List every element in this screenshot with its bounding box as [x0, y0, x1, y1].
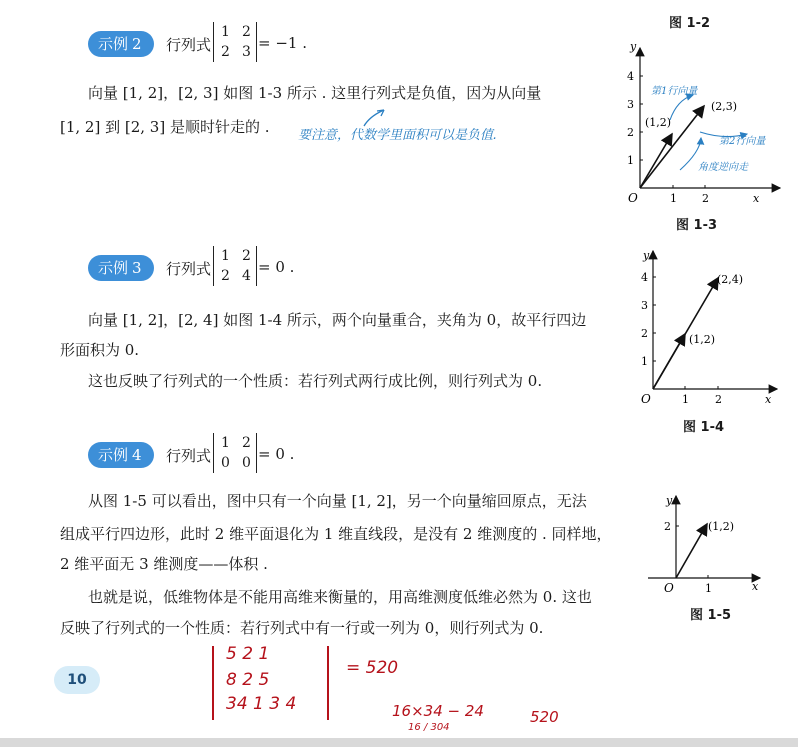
paragraph-line: 组成平行四边形，此时 2 维平面退化为 1 维直线段，是没有 2 维测度的 . 同样地，	[60, 525, 612, 543]
vector-label: (1,2)	[689, 333, 716, 346]
y-axis-label: y	[630, 40, 637, 53]
x-axis-label: x	[753, 192, 760, 205]
paragraph-line: 2 维平面无 3 维测度——体积 .	[60, 555, 268, 573]
example-badge-number: 3	[132, 259, 142, 277]
determinant-matrix	[213, 433, 257, 473]
viewer-bottom-bar	[0, 738, 798, 747]
determinant-result: = 0 .	[258, 445, 295, 463]
matrix-cell: 2	[242, 248, 251, 264]
example-badge-2	[88, 31, 154, 57]
figure-title: 图 1-4	[683, 420, 725, 435]
determinant-matrix	[213, 246, 257, 286]
determinant-prefix: 行列式	[166, 36, 212, 54]
y-tick: 2	[641, 327, 648, 340]
determinant-matrix	[213, 22, 257, 62]
vector-label: (1,2)	[708, 520, 735, 533]
handwritten-matrix-row: 34 1 3 4	[226, 694, 297, 714]
matrix-cell: 1	[221, 248, 230, 264]
matrix-cell: 1	[221, 24, 230, 40]
paragraph-line: 反映了行列式的一个性质：若行列式中有一行或一列为 0，则行列式为 0.	[60, 619, 544, 637]
handwritten-label: 第2行向量	[719, 136, 766, 147]
vector-1-2	[640, 134, 672, 188]
vector-1-2	[676, 524, 707, 578]
x-tick: 1	[705, 582, 712, 594]
x-tick: 2	[715, 393, 722, 406]
figure-1-5	[648, 490, 768, 594]
determinant-result: = 0 .	[258, 258, 295, 276]
origin-label: O	[664, 581, 674, 594]
vector-label: (1,2)	[645, 116, 672, 129]
paragraph-line: 向量 [1, 2]，[2, 4] 如图 1-4 所示，两个向量重合，夹角为 0，故平行四边	[88, 311, 587, 329]
handwritten-calc: 16×34 − 24	[392, 702, 484, 720]
example-badge-label: 示例	[98, 446, 129, 464]
handwritten-calc-sub: 16 / 304	[408, 722, 450, 733]
paragraph-line: [1, 2] 到 [2, 3] 是顺时针走的 .	[60, 118, 270, 136]
page-number: 10	[54, 666, 100, 694]
figure-1-3	[615, 40, 785, 208]
determinant-prefix: 行列式	[166, 260, 212, 278]
example-badge-4	[88, 442, 154, 468]
matrix-cell: 2	[221, 44, 230, 60]
vector-1-2	[653, 334, 685, 389]
handwritten-bar-left	[212, 646, 214, 720]
x-tick: 1	[682, 393, 689, 406]
matrix-cell: 4	[242, 268, 251, 284]
paragraph-line: 也就是说，低维物体是不能用高维来衡量的，用高维测度低维必然为 0. 这也	[88, 588, 592, 606]
matrix-cell: 2	[242, 435, 251, 451]
vector-label: (2,3)	[711, 100, 738, 113]
y-axis-label: y	[666, 494, 673, 507]
origin-label: O	[641, 392, 651, 406]
example-badge-label: 示例	[98, 35, 129, 53]
y-tick: 1	[641, 355, 648, 368]
handwritten-bar-right	[327, 646, 329, 720]
handwritten-note: 要注意，代数学里面积可以是负值.	[298, 128, 498, 143]
y-tick: 2	[664, 520, 671, 533]
example-badge-3	[88, 255, 154, 281]
paragraph-line: 形面积为 0.	[60, 341, 140, 359]
origin-label: O	[628, 191, 638, 205]
y-tick: 4	[627, 70, 634, 83]
matrix-cell: 0	[221, 455, 230, 471]
paragraph-line: 向量 [1, 2]，[2, 3] 如图 1-3 所示 . 这里行列式是负值，因为从向量	[88, 84, 542, 102]
determinant-result: = −1 .	[258, 34, 307, 52]
y-tick: 3	[641, 299, 648, 312]
y-tick: 1	[627, 154, 634, 167]
y-tick: 4	[641, 271, 648, 284]
figure-title: 图 1-3	[676, 218, 718, 233]
matrix-cell: 2	[221, 268, 230, 284]
x-axis-label: x	[752, 580, 759, 593]
figure-title: 图 1-5	[690, 608, 732, 623]
matrix-cell: 1	[221, 435, 230, 451]
figure-1-4	[625, 245, 785, 413]
example-badge-number: 2	[132, 35, 142, 53]
y-tick: 3	[627, 98, 634, 111]
matrix-cell: 2	[242, 24, 251, 40]
handwritten-answer: 520	[530, 708, 559, 726]
handwritten-matrix-row: 5 2 1	[226, 644, 270, 664]
handwritten-label: 第1行向量	[651, 86, 698, 97]
x-axis-label: x	[765, 393, 772, 406]
paragraph-line: 从图 1-5 可以看出，图中只有一个向量 [1, 2]，另一个向量缩回原点，无法	[88, 492, 587, 510]
paragraph-line: 这也反映了行列式的一个性质：若行列式两行成比例，则行列式为 0.	[88, 372, 543, 390]
matrix-cell: 3	[242, 44, 251, 60]
example-badge-label: 示例	[98, 259, 129, 277]
vector-label: (2,4)	[717, 273, 744, 286]
handwritten-label: 角度逆向走	[698, 162, 748, 173]
x-tick: 2	[702, 192, 709, 205]
example-badge-number: 4	[132, 446, 142, 464]
figure-title: 图 1-2	[669, 16, 711, 31]
y-axis-label: y	[643, 249, 650, 262]
matrix-cell: 0	[242, 455, 251, 471]
handwritten-equals: = 520	[346, 658, 399, 678]
handwritten-matrix-row: 8 2 5	[226, 670, 270, 690]
y-tick: 2	[627, 126, 634, 139]
x-tick: 1	[670, 192, 677, 205]
determinant-prefix: 行列式	[166, 447, 212, 465]
